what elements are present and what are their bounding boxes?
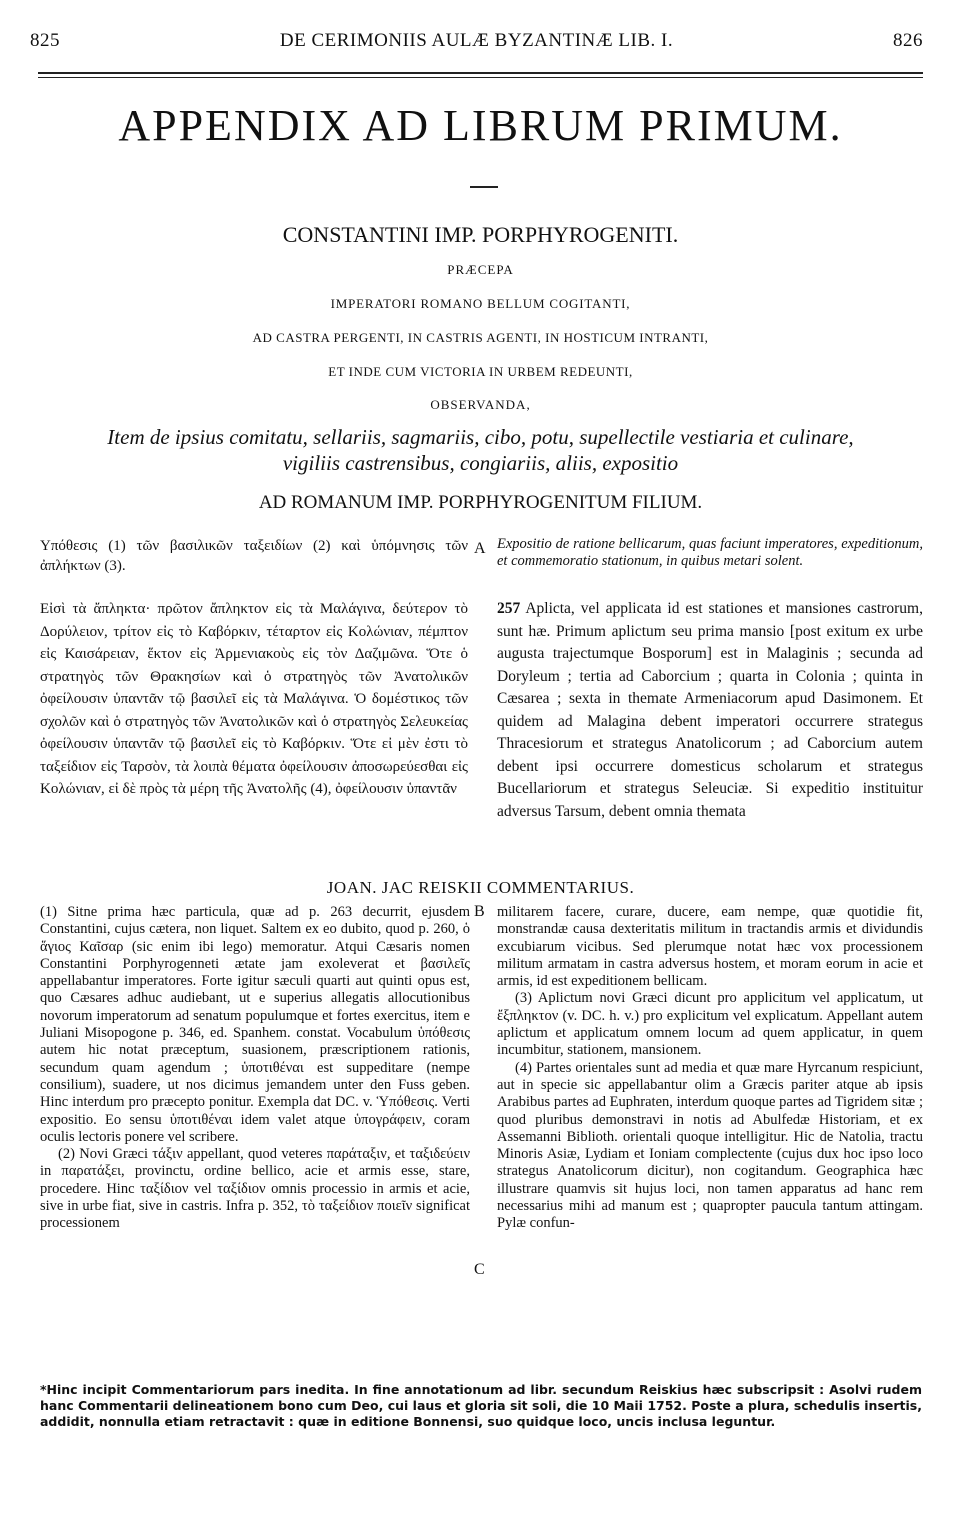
subtitle-italic-2: vigiliis castrensibus, congiariis, aliis, expositio — [282, 451, 679, 475]
footnote: *Hinc incipit Commentariorum pars inedita. In fine annotationum ad libr. secundum Reiskius hæc subscripsit : Asolvi rudem hanc Commentarii delineationem bono cum Deo, cui laus et gloria sit soli, die 10 Maii 1752. Poste a plura, schedulis insertis, addidit, nonnulla etiam retractavit : quæ in editione Bonnensi, suo quidque loco, uncis inclusa leguntur. — [40, 1382, 922, 1429]
latin-section-number: 257 — [497, 600, 521, 617]
commentary-left-column — [40, 904, 470, 1233]
page-title: APPENDIX AD LIBRUM PRIMUM. — [118, 101, 843, 150]
subtitle-italic-1: Item de ipsius comitatu, sellariis, sagmariis, cibo, potu, supellectile vestiaria et culinare, — [107, 425, 854, 449]
commentary-continuation: militarem facere, curare, ducere, eam nempe, quæ quotidie fit, monstrandæ causa dexteritatis militum in tractandis armis et dividundis excubiarum vicibus. Sed plerumque notat hæc vox processionem militum armatam in castra adversus hostem, et moram eorum in acie et armis, id est expeditionem bellicam. — [497, 904, 923, 990]
latin-body-text: Aplicta, vel applicata id est stationes et mansiones castrorum, sunt hæ. Primum aplictum seu prima mansio [post exitum ex urbe augusta trajectumque Bosporum] est in Malaginis ; secunda ad Doryleum ; tertia ad Caborcium ; quarta in Colonia ; quinta in Cæsarea ; sexta in themate Armeniacorum apud Dasimonem. Et quidem ad Malagina debent imperatori occurrere strategus Thracesiorum et strategus Anatolicorum ; ad Caborcium autem debent ipsi occurrere domesticus scholarum et strategus Bucellariorum et strategus Seleuciæ. Si expeditio instituitur adversus Tarsum, debent omnia themata — [497, 600, 923, 820]
commentary-note-1: (1) Sitne prima hæc particula, quæ ad p. 263 decurrit, ejusdem Constantini, cujus cætera, non liquet. Saltem ex eo dubito, quod p. 260, ὁ ἅγιος Καῖσαρ (sic enim ibi lego) memoratur. Atqui Cæsaris nomen Constantini Porphyrogenneti ætate jam exoleverat et βασιλεῖς appellabantur imperatores. Forte igitur sæculi quarti aut quinti opus est, quo Cæsares adhuc audiebant, ut e superius allegatis allocutionibus novorum imperatorum ad senatum populumque et fortes exercitus, item e Juliani Misopogone p. 346, ed. Spanhem. constat. Vocabulum ὑπόθεσις autem hic notat præceptum, suasionem, præscriptionem rationis, secundum quam agendum ; ὑποτιθέναι est suppeditare (nempe consilium), suadere, ut nos dicimus jemandem unter den Fuss geben. Hinc interdum pro præcepto ponitur. Exempla dat DC. v. Ὑπόθεσις. Verti expositio. Eo sensu ὑποτιθέναι idem valet atque ὑπογράφειν, coram oculis lectoris ponere vel scribere. — [40, 904, 470, 1145]
commentary-right-column — [497, 904, 923, 1233]
header-rule-thick — [38, 72, 923, 74]
section-marker-b: B — [474, 903, 485, 920]
commentary-note-2: (2) Novi Græci τάξιν appellant, quod veteres παράταξιν, et ταξιδεύειν in παρατάξει, provinctu, ordine bellico, acie et armis esse, stare, procedere. Hinc ταξίδιον vel ταξίδιον omnis processio in armis et acie, sive in urbe fiat, sive in castris. Infra p. 352, τὸ ταξείδιον ποιεῖν significat processionem — [40, 1146, 470, 1232]
section-marker-c: C — [474, 1261, 485, 1278]
dedication-line: AD ROMANUM IMP. PORPHYROGENITUM FILIUM. — [258, 492, 703, 513]
running-title: DE CERIMONIIS AULÆ BYZANTINÆ LIB. I. — [279, 30, 674, 51]
subtitle-line-3: AD CASTRA PERGENTI, IN CASTRIS AGENTI, IN HOSTICUM INTRANTI, — [252, 330, 709, 345]
subtitle-line-5: OBSERVANDA, — [430, 397, 531, 412]
author-line: CONSTANTINI IMP. PORPHYROGENITI. — [282, 222, 679, 247]
page-number-left: 825 — [30, 30, 60, 51]
commentary-note-3: (3) Aplictum novi Græci dicunt pro applicitum vel applicatum, ut ἔξπληκτον (v. DC. h. v.) pro explicitum vel explicatum. Appellant autem aplictum et applicatum omnem locum ad quem applicatur, in quem incumbitur, stationem, mansionem. — [497, 990, 923, 1059]
commentary-note-4: (4) Partes orientales sunt ad media et quæ mare Hyrcanum respiciunt, aut in specie sic appellabantur olim a Græcis pariter atque ab ipsis Arabibus partes ad Euphraten, interdum quoque partes ad Tigridem sitæ ; quod pluribus demonstravi in notis ad Abulfedæ Historiam, et ex Assemanni Biblioth. orientali quoque intelligitur. Hic de Natolia, tractu Minoris Asiæ, Lydiam et Ioniam complectente (cujus dux hoc ipso loco strategus Anatolicorum dicitur), non cogitandum. Geographica hæc illustrare quamvis sit hujus loci, non tamen apparatus ad hanc rem necessarius mihi ad manum est ; quapropter paucula tantum attingam. Pylæ confun- — [497, 1059, 923, 1232]
subtitle-line-4: ET INDE CUM VICTORIA IN URBEM REDEUNTI, — [328, 364, 633, 379]
commentary-title: JOAN. JAC REISKII COMMENTARIUS. — [326, 878, 635, 897]
latin-text-column — [497, 598, 923, 823]
running-header — [30, 30, 923, 60]
section-marker-a: A — [474, 540, 486, 557]
header-rule-thin — [38, 77, 923, 78]
subtitle-line-2: IMPERATORI ROMANO BELLUM COGITANTI, — [330, 296, 631, 311]
subtitle-line-1: PRÆCEPA — [447, 262, 514, 277]
latin-heading: Expositio de ratione bellicarum, quas faciunt imperatores, expeditionum, et commemoratio stationum, in quibus metari solent. — [497, 536, 923, 569]
page-number-right: 826 — [892, 30, 923, 51]
greek-text-column: Εἰσὶ τὰ ἄπληκτα· πρῶτον ἄπληκτον εἰς τὰ Μαλάγινα, δεύτερον τὸ Δορύλειον, τρίτον εἰς τὸ Καβόρκιν, τέταρτον εἰς Κολώνιαν, πέμπτον εἰς Καισάρειαν, ἕκτον εἰς Ἀρμενιακοὺς εἰς τὸν Δαζιμῶνα. Ὅτε ὁ στρατηγὸς τῶν Θρακησίων καὶ ὁ στρατηγὸς τῶν Ἀνατολικῶν ὀφείλουσιν ὑπαντᾶν τῷ βασιλεῖ εἰς τὰ Μαλάγινα. Ὁ δομέστικος τῶν σχολῶν καὶ ὁ στρατηγὸς τῶν Ἀνατολικῶν καὶ ὁ στρατηγὸς Σελευκείας ὀφείλουσιν ὑπαντᾶν τῷ βασιλεῖ εἰς τὸ Καβόρκιν. Ὅτε εἰ μὲν ἐστι τὸ ταξείδιον εἰς Ταρσὸν, τὰ λοιπὰ θέματα ὀφείλουσιν ἀποσωρεύεσθαι εἰς Κολώνιαν, εἰ δὲ πρὸς τὰ μέρη τῆς Ἀνατολῆς (4), ὀφείλουσιν ὑπαντᾶν — [40, 601, 468, 797]
title-dash-divider — [470, 186, 498, 188]
greek-heading: Υπόθεσις (1) τῶν βασιλικῶν ταξειδίων (2) καὶ ὑπόμνησις τῶν ἀπλήκτων (3). — [40, 538, 468, 574]
